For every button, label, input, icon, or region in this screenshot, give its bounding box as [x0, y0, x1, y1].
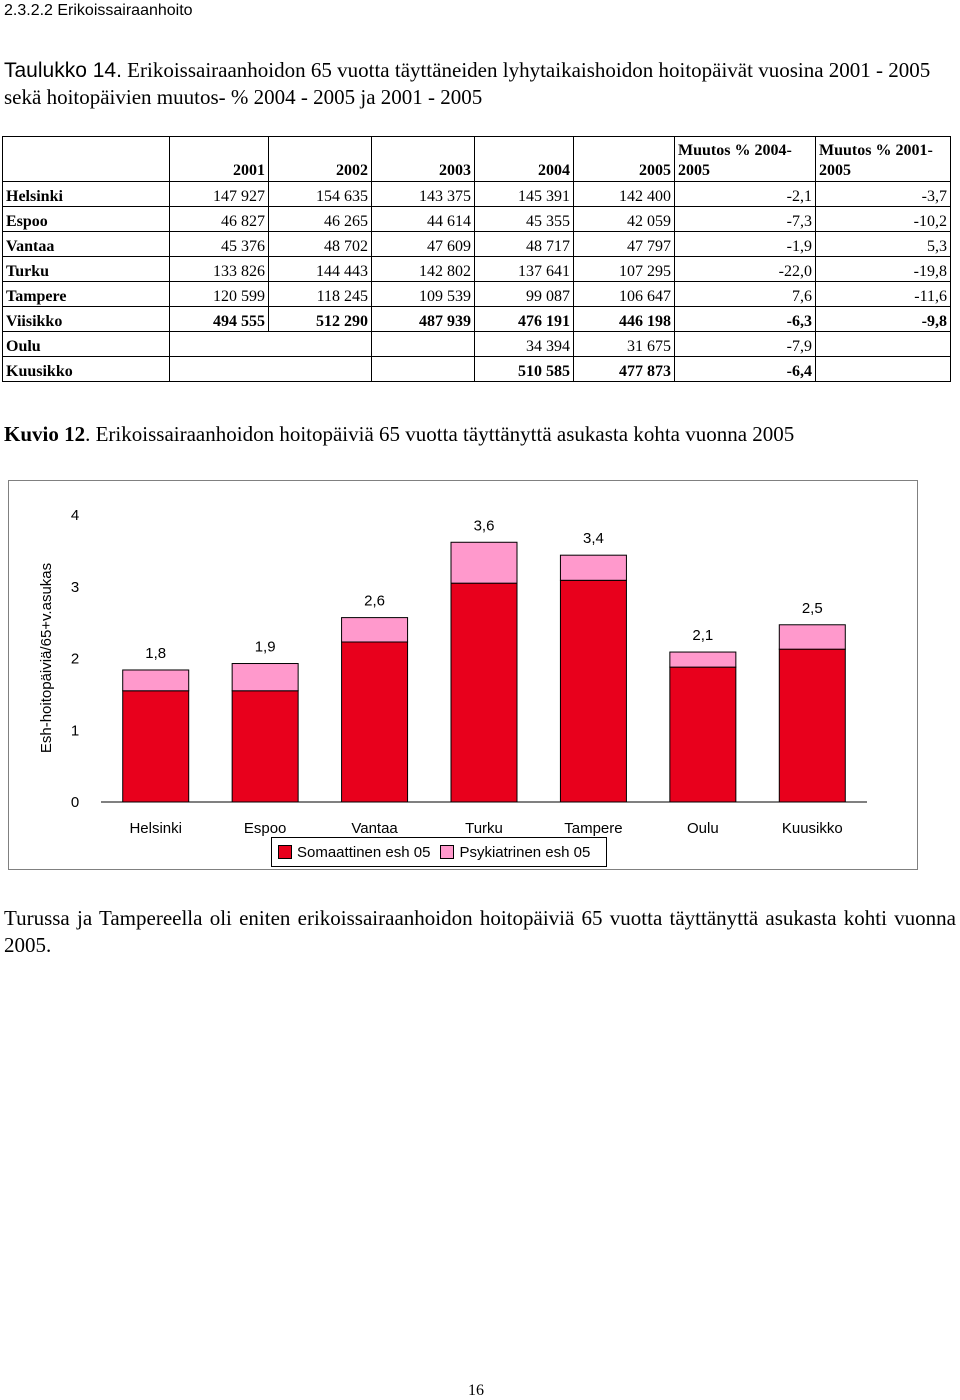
x-tick-label: Espoo [243, 820, 287, 837]
table-cell: 5,3 [816, 232, 951, 257]
legend-swatch-somatic [278, 845, 292, 859]
bar-total-label: 2,5 [801, 599, 823, 617]
legend-label-psychiatric: Psykiatrinen esh 05 [459, 843, 591, 861]
table-cell: 47 797 [574, 232, 675, 257]
table-cell: -7,9 [675, 332, 816, 357]
table-cell: 48 702 [269, 232, 372, 257]
table-cell: 133 826 [170, 257, 269, 282]
table-cell: 46 265 [269, 207, 372, 232]
table-cell: -10,2 [816, 207, 951, 232]
bar-somatic [670, 667, 736, 802]
bar-psychiatric [123, 670, 189, 691]
table-cell: -2,1 [675, 182, 816, 207]
table-cell: 48 717 [475, 232, 574, 257]
x-tick-label: Kuusikko [781, 820, 843, 837]
table-cell: 7,6 [675, 282, 816, 307]
table-cell: -1,9 [675, 232, 816, 257]
table-cell: 512 290 [269, 307, 372, 332]
table-row [3, 282, 951, 307]
table-cell: 143 375 [372, 182, 475, 207]
bar-total-label: 3,6 [473, 517, 495, 535]
table-caption-label: Taulukko 14. [4, 59, 122, 82]
table-cell: 47 609 [372, 232, 475, 257]
bar-total-label: 1,8 [145, 644, 167, 662]
chart [8, 480, 918, 870]
table-cell: 45 376 [170, 232, 269, 257]
body-paragraph: Turussa ja Tampereella oli eniten erikoissairaanhoidon hoitopäiviä 65 vuotta täyttänyttä asukasta kohti vuonna 2005. [4, 906, 956, 957]
bar-psychiatric [560, 555, 626, 580]
row-label: Espoo [3, 207, 170, 232]
table-cell: 137 641 [475, 257, 574, 282]
table-cell: 31 675 [574, 332, 675, 357]
header-cell [3, 137, 170, 182]
header-cell: 2004 [475, 137, 574, 182]
row-label: Kuusikko [3, 357, 170, 382]
table-row [3, 257, 951, 282]
bar-somatic [342, 642, 408, 802]
legend-swatch-psychiatric [440, 845, 454, 859]
table-cell: 494 555 [170, 307, 269, 332]
header-cell: 2002 [269, 137, 372, 182]
table-cell: 44 614 [372, 207, 475, 232]
figure-caption-label: Kuvio 12 [4, 422, 86, 446]
table-cell: 118 245 [269, 282, 372, 307]
row-label: Turku [3, 257, 170, 282]
bar-somatic [232, 691, 298, 802]
header-cell: 2005 [574, 137, 675, 182]
table-cell: 45 355 [475, 207, 574, 232]
empty-cell [372, 357, 475, 382]
table-caption-text: Erikoissairaanhoidon 65 vuotta täyttäneiden lyhytaikaishoidon hoitopäivät vuosina 2001 - 2005 sekä hoitopäivien muutos- % 2004 - 2005 ja 2001 - 2005 [4, 58, 931, 109]
y-tick-label: 3 [70, 578, 80, 596]
y-tick-label: 2 [70, 650, 80, 668]
bar-psychiatric [342, 618, 408, 642]
table-header-row [3, 137, 951, 182]
x-tick-label: Tampere [564, 820, 623, 837]
empty-cell [170, 332, 372, 357]
bar-psychiatric [232, 664, 298, 691]
table-cell: -9,8 [816, 307, 951, 332]
table-cell: 120 599 [170, 282, 269, 307]
x-tick-label: Turku [465, 820, 503, 837]
table-cell: -7,3 [675, 207, 816, 232]
header-cell: 2001 [170, 137, 269, 182]
empty-cell [372, 332, 475, 357]
bar-somatic [123, 691, 189, 802]
bar-total-label: 2,6 [364, 592, 386, 610]
table-row [3, 207, 951, 232]
legend-item-somatic [278, 844, 430, 861]
table-cell: -22,0 [675, 257, 816, 282]
table-cell: 446 198 [574, 307, 675, 332]
y-tick-label: 0 [70, 794, 80, 811]
bar-total-label: 2,1 [692, 627, 714, 645]
table-cell: -6,3 [675, 307, 816, 332]
bar-psychiatric [451, 542, 517, 583]
row-label: Vantaa [3, 232, 170, 257]
row-label: Viisikko [3, 307, 170, 332]
table-cell: -19,8 [816, 257, 951, 282]
table-cell: 46 827 [170, 207, 269, 232]
table-cell: -3,7 [816, 182, 951, 207]
table-cell: 145 391 [475, 182, 574, 207]
table-cell: 34 394 [475, 332, 574, 357]
y-tick-label: 4 [70, 507, 80, 524]
table-cell: 154 635 [269, 182, 372, 207]
header-cell: Muutos % 2001-2005 [816, 137, 951, 182]
row-label: Helsinki [3, 182, 170, 207]
table-cell: 106 647 [574, 282, 675, 307]
bar-total-label: 1,9 [254, 638, 276, 656]
table-cell: 487 939 [372, 307, 475, 332]
section-heading: 2.3.2.2 Erikoissairaanhoito [4, 2, 193, 19]
table-cell: -11,6 [816, 282, 951, 307]
table-cell: 109 539 [372, 282, 475, 307]
empty-cell [170, 357, 372, 382]
table-row [3, 307, 951, 332]
table-cell: 42 059 [574, 207, 675, 232]
table-row [3, 182, 951, 207]
table-cell: 142 400 [574, 182, 675, 207]
table-cell [816, 357, 951, 382]
bar-somatic [560, 580, 626, 802]
table-cell: 510 585 [475, 357, 574, 382]
y-tick-label: 1 [70, 722, 80, 740]
row-label: Oulu [3, 332, 170, 357]
legend-label-somatic: Somaattinen esh 05 [297, 843, 431, 861]
header-cell: Muutos % 2004-2005 [675, 137, 816, 182]
table-cell: -6,4 [675, 357, 816, 382]
bar-psychiatric [670, 652, 736, 667]
bar-somatic [451, 583, 517, 802]
table-cell: 477 873 [574, 357, 675, 382]
chart-svg [9, 481, 917, 869]
chart-legend [271, 837, 607, 867]
bar-total-label: 3,4 [582, 530, 604, 548]
table-row [3, 232, 951, 257]
x-tick-label: Vantaa [351, 820, 398, 837]
figure-caption-text: . Erikoissairaanhoidon hoitopäiviä 65 vuotta täyttänyttä asukasta kohta vuonna 2005 [85, 422, 795, 446]
bar-psychiatric [779, 625, 845, 649]
header-cell: 2003 [372, 137, 475, 182]
bar-somatic [779, 649, 845, 802]
table-caption [4, 57, 959, 111]
page-number: 16 [468, 1382, 484, 1399]
row-label: Tampere [3, 282, 170, 307]
figure-caption [4, 421, 959, 448]
table-row [3, 357, 951, 382]
x-tick-label: Oulu [687, 820, 719, 837]
table-cell: 99 087 [475, 282, 574, 307]
data-table [2, 136, 951, 382]
table-cell: 147 927 [170, 182, 269, 207]
table-cell [816, 332, 951, 357]
table-cell: 144 443 [269, 257, 372, 282]
x-tick-label: Helsinki [129, 820, 182, 837]
table-cell: 107 295 [574, 257, 675, 282]
table-cell: 142 802 [372, 257, 475, 282]
table-row [3, 332, 951, 357]
table-cell: 476 191 [475, 307, 574, 332]
y-axis-label: Esh-hoitopäiviä/65+v.asukas [38, 562, 55, 754]
legend-item-psychiatric [440, 844, 590, 861]
